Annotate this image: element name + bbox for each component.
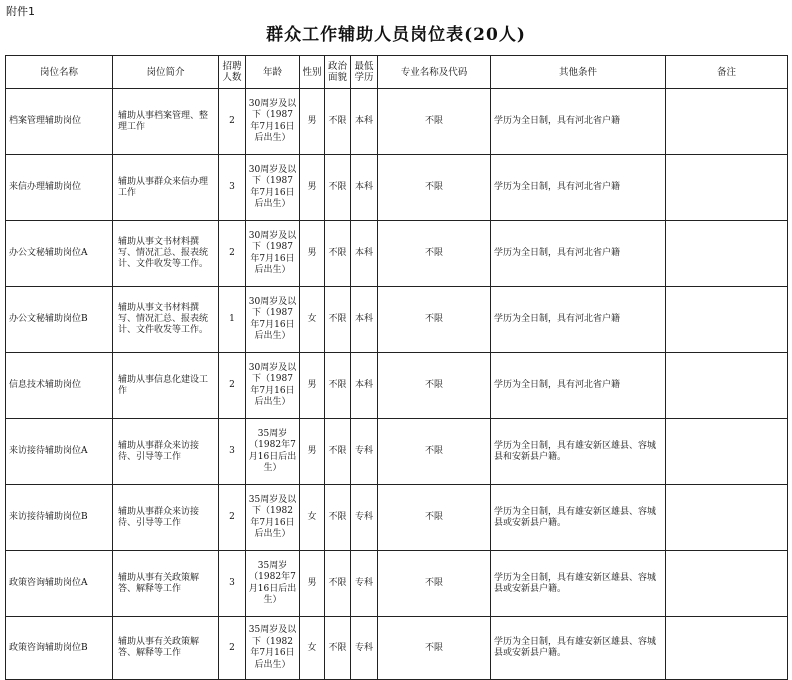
cell-count: 2 (219, 221, 246, 287)
cell-gender: 女 (300, 617, 325, 680)
cell-major: 不限 (378, 155, 491, 221)
table-row (6, 617, 788, 680)
cell-political: 不限 (325, 617, 351, 680)
cell-education: 本科 (351, 89, 378, 155)
cell-name: 办公文秘辅助岗位A (6, 221, 113, 287)
cell-name: 办公文秘辅助岗位B (6, 287, 113, 353)
cell-remarks (666, 551, 788, 617)
attachment-label: 附件1 (6, 5, 35, 18)
cell-age: 35周岁及以下（1982年7月16日后出生） (246, 617, 300, 680)
cell-education: 专科 (351, 551, 378, 617)
table-row (6, 551, 788, 617)
cell-age: 30周岁及以下（1987年7月16日后出生） (246, 89, 300, 155)
cell-other: 学历为全日制，具有雄安新区雄县、容城县或安新县户籍。 (491, 551, 666, 617)
cell-other: 学历为全日制，具有河北省户籍 (491, 221, 666, 287)
table-row (6, 89, 788, 155)
cell-political: 不限 (325, 221, 351, 287)
cell-education: 本科 (351, 155, 378, 221)
cell-education: 专科 (351, 419, 378, 485)
cell-other: 学历为全日制，具有雄安新区雄县、容城县或安新县户籍。 (491, 617, 666, 680)
cell-gender: 男 (300, 551, 325, 617)
cell-gender: 男 (300, 89, 325, 155)
header-intro: 岗位简介 (113, 56, 219, 89)
page-title: 群众工作辅助人员岗位表(20人) (266, 25, 526, 45)
cell-intro: 辅助从事文书材料撰写、情况汇总、报表统计、文件收发等工作。 (113, 221, 219, 287)
cell-other: 学历为全日制，具有河北省户籍 (491, 287, 666, 353)
cell-intro: 辅助从事文书材料撰写、情况汇总、报表统计、文件收发等工作。 (113, 287, 219, 353)
header-name: 岗位名称 (6, 56, 113, 89)
cell-other: 学历为全日制，具有雄安新区雄县、容城县和安新县户籍。 (491, 419, 666, 485)
cell-count: 3 (219, 551, 246, 617)
table-body (6, 89, 788, 680)
cell-name: 来访接待辅助岗位A (6, 419, 113, 485)
cell-political: 不限 (325, 419, 351, 485)
cell-major: 不限 (378, 89, 491, 155)
table-row (6, 353, 788, 419)
cell-count: 2 (219, 485, 246, 551)
cell-major: 不限 (378, 353, 491, 419)
cell-other: 学历为全日制，具有雄安新区雄县、容城县或安新县户籍。 (491, 485, 666, 551)
header-age: 年龄 (246, 56, 300, 89)
table-row (6, 419, 788, 485)
cell-major: 不限 (378, 617, 491, 680)
cell-age: 30周岁及以下（1987年7月16日后出生） (246, 155, 300, 221)
cell-name: 档案管理辅助岗位 (6, 89, 113, 155)
table-row (6, 155, 788, 221)
cell-education: 本科 (351, 287, 378, 353)
cell-remarks (666, 155, 788, 221)
cell-age: 30周岁及以下（1987年7月16日后出生） (246, 221, 300, 287)
header-count: 招聘人数 (219, 56, 246, 89)
cell-count: 2 (219, 89, 246, 155)
cell-education: 专科 (351, 485, 378, 551)
cell-other: 学历为全日制，具有河北省户籍 (491, 353, 666, 419)
cell-remarks (666, 485, 788, 551)
header-gender: 性别 (300, 56, 325, 89)
cell-name: 来访接待辅助岗位B (6, 485, 113, 551)
cell-political: 不限 (325, 485, 351, 551)
table-row (6, 485, 788, 551)
table-row (6, 287, 788, 353)
cell-gender: 男 (300, 419, 325, 485)
cell-count: 1 (219, 287, 246, 353)
cell-intro: 辅助从事有关政策解答、解释等工作 (113, 551, 219, 617)
cell-intro: 辅助从事群众来访接待、引导等工作 (113, 419, 219, 485)
cell-count: 2 (219, 353, 246, 419)
header-education: 最低学历 (351, 56, 378, 89)
positions-table (5, 55, 788, 680)
header-political: 政治面貌 (325, 56, 351, 89)
cell-count: 3 (219, 419, 246, 485)
cell-other: 学历为全日制，具有河北省户籍 (491, 155, 666, 221)
cell-age: 35周岁及以下（1982年7月16日后出生） (246, 485, 300, 551)
cell-age: 30周岁及以下（1987年7月16日后出生） (246, 353, 300, 419)
cell-age: 35周岁（1982年7月16日后出生） (246, 551, 300, 617)
cell-remarks (666, 419, 788, 485)
cell-political: 不限 (325, 353, 351, 419)
cell-intro: 辅助从事信息化建设工作 (113, 353, 219, 419)
cell-remarks (666, 353, 788, 419)
cell-major: 不限 (378, 551, 491, 617)
cell-major: 不限 (378, 419, 491, 485)
table-header-row (6, 56, 788, 89)
cell-remarks (666, 89, 788, 155)
cell-political: 不限 (325, 89, 351, 155)
cell-count: 2 (219, 617, 246, 680)
cell-other: 学历为全日制，具有河北省户籍 (491, 89, 666, 155)
cell-intro: 辅助从事群众来信办理工作 (113, 155, 219, 221)
cell-count: 3 (219, 155, 246, 221)
cell-education: 本科 (351, 221, 378, 287)
cell-major: 不限 (378, 221, 491, 287)
cell-education: 专科 (351, 617, 378, 680)
cell-gender: 女 (300, 485, 325, 551)
cell-name: 来信办理辅助岗位 (6, 155, 113, 221)
cell-major: 不限 (378, 485, 491, 551)
header-major: 专业名称及代码 (378, 56, 491, 89)
header-remarks: 备注 (666, 56, 788, 89)
header-other: 其他条件 (491, 56, 666, 89)
cell-remarks (666, 617, 788, 680)
cell-intro: 辅助从事有关政策解答、解释等工作 (113, 617, 219, 680)
cell-name: 信息技术辅助岗位 (6, 353, 113, 419)
cell-age: 35周岁（1982年7月16日后出生） (246, 419, 300, 485)
cell-intro: 辅助从事档案管理、整理工作 (113, 89, 219, 155)
cell-intro: 辅助从事群众来访接待、引导等工作 (113, 485, 219, 551)
cell-major: 不限 (378, 287, 491, 353)
cell-political: 不限 (325, 155, 351, 221)
cell-political: 不限 (325, 287, 351, 353)
cell-education: 本科 (351, 353, 378, 419)
cell-gender: 男 (300, 221, 325, 287)
cell-remarks (666, 221, 788, 287)
table-row (6, 221, 788, 287)
cell-gender: 男 (300, 353, 325, 419)
cell-gender: 女 (300, 287, 325, 353)
cell-name: 政策咨询辅助岗位A (6, 551, 113, 617)
cell-name: 政策咨询辅助岗位B (6, 617, 113, 680)
cell-remarks (666, 287, 788, 353)
cell-political: 不限 (325, 551, 351, 617)
cell-gender: 男 (300, 155, 325, 221)
cell-age: 30周岁及以下（1987年7月16日后出生） (246, 287, 300, 353)
